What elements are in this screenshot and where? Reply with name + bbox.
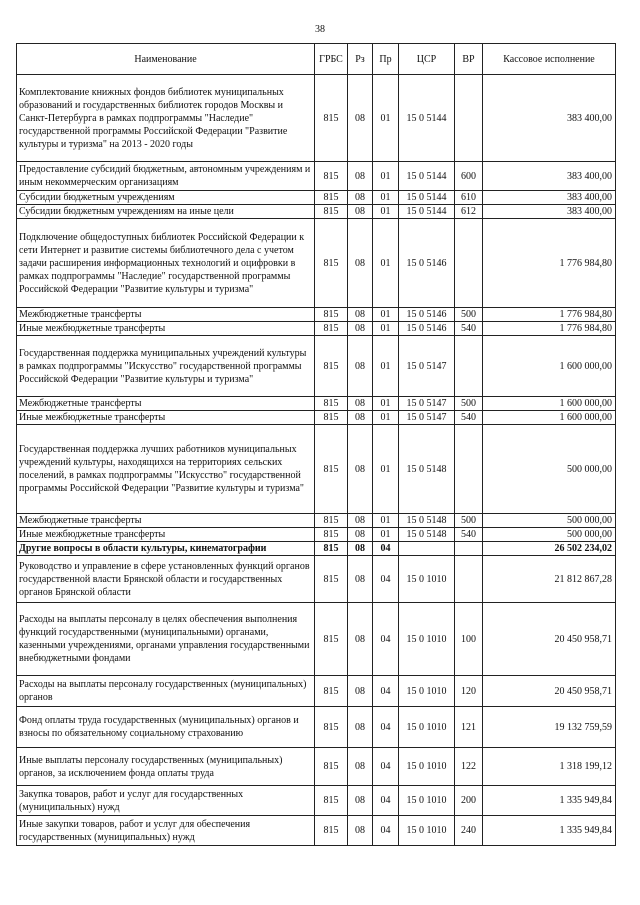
cell-pr: 01	[373, 322, 399, 336]
cell-name: Субсидии бюджетным учреждениям на иные цели	[17, 205, 315, 219]
cell-csr: 15 0 5147	[399, 411, 455, 425]
cell-pr: 01	[373, 308, 399, 322]
cell-grbs: 815	[315, 528, 348, 542]
cell-amount: 1 776 984,80	[483, 308, 616, 322]
cell-vr: 600	[455, 162, 483, 191]
cell-name: Государственная поддержка лучших работников муниципальных учреждений культуры, находящихся на территориях сельских поселений, в рамках подпрограммы "Искусство" государственной программы Российской Федерации "Развитие культуры и туризма"	[17, 425, 315, 514]
cell-pr: 01	[373, 191, 399, 205]
cell-rz: 08	[348, 336, 373, 397]
cell-vr: 120	[455, 676, 483, 707]
cell-csr: 15 0 5144	[399, 191, 455, 205]
cell-grbs: 815	[315, 397, 348, 411]
cell-amount: 1 600 000,00	[483, 411, 616, 425]
cell-csr: 15 0 1010	[399, 556, 455, 603]
cell-pr: 01	[373, 75, 399, 162]
cell-grbs: 815	[315, 191, 348, 205]
cell-name: Иные выплаты персоналу государственных (муниципальных) органов, за исключением фонда оплаты труда	[17, 748, 315, 786]
cell-vr: 612	[455, 205, 483, 219]
cell-name: Иные межбюджетные трансферты	[17, 322, 315, 336]
cell-csr: 15 0 5148	[399, 528, 455, 542]
cell-name: Государственная поддержка муниципальных учреждений культуры в рамках подпрограммы "Искусство" государственной программы Российской Федерации "Развитие культуры и туризма"	[17, 336, 315, 397]
cell-amount: 1 776 984,80	[483, 322, 616, 336]
cell-rz: 08	[348, 556, 373, 603]
cell-grbs: 815	[315, 707, 348, 748]
cell-vr: 500	[455, 308, 483, 322]
cell-amount: 1 776 984,80	[483, 219, 616, 308]
header-csr: ЦСР	[399, 44, 455, 75]
cell-rz: 08	[348, 308, 373, 322]
cell-grbs: 815	[315, 542, 348, 556]
cell-pr: 04	[373, 556, 399, 603]
cell-amount: 1 335 949,84	[483, 786, 616, 816]
cell-csr: 15 0 5146	[399, 308, 455, 322]
table-row	[17, 322, 616, 336]
cell-grbs: 815	[315, 308, 348, 322]
cell-amount: 383 400,00	[483, 162, 616, 191]
table-row	[17, 786, 616, 816]
cell-rz: 08	[348, 786, 373, 816]
cell-vr: 540	[455, 528, 483, 542]
cell-rz: 08	[348, 397, 373, 411]
cell-rz: 08	[348, 816, 373, 846]
cell-grbs: 815	[315, 603, 348, 676]
cell-vr	[455, 219, 483, 308]
cell-grbs: 815	[315, 748, 348, 786]
cell-vr: 540	[455, 411, 483, 425]
cell-csr: 15 0 1010	[399, 707, 455, 748]
cell-name: Расходы на выплаты персоналу в целях обеспечения выполнения функций государственными (муниципальными) органами, казенными учреждениями, органами управления государственными внебюджетными фондами	[17, 603, 315, 676]
cell-csr: 15 0 1010	[399, 676, 455, 707]
cell-csr: 15 0 5144	[399, 205, 455, 219]
table-row	[17, 397, 616, 411]
cell-rz: 08	[348, 219, 373, 308]
cell-grbs: 815	[315, 205, 348, 219]
cell-grbs: 815	[315, 514, 348, 528]
cell-grbs: 815	[315, 556, 348, 603]
cell-grbs: 815	[315, 75, 348, 162]
cell-rz: 08	[348, 322, 373, 336]
cell-pr: 01	[373, 162, 399, 191]
cell-vr: 500	[455, 514, 483, 528]
cell-name: Иные межбюджетные трансферты	[17, 411, 315, 425]
cell-name: Подключение общедоступных библиотек Российской Федерации к сети Интернет и развитие системы библиотечного дела с учетом задачи расширения информационных технологий и оцифровки в рамках подпрограммы "Наследие" государственной программы Российской Федерации "Развитие культуры и туризма"	[17, 219, 315, 308]
cell-vr: 500	[455, 397, 483, 411]
cell-name: Закупка товаров, работ и услуг для государственных (муниципальных) нужд	[17, 786, 315, 816]
cell-grbs: 815	[315, 411, 348, 425]
cell-rz: 08	[348, 748, 373, 786]
cell-grbs: 815	[315, 425, 348, 514]
table-row	[17, 514, 616, 528]
cell-csr	[399, 542, 455, 556]
table-row	[17, 191, 616, 205]
cell-csr: 15 0 1010	[399, 748, 455, 786]
table-row	[17, 336, 616, 397]
header-vr: ВР	[455, 44, 483, 75]
cell-name: Предоставление субсидий бюджетным, автономным учреждениям и иным некоммерческим организациям	[17, 162, 315, 191]
cell-amount: 21 812 867,28	[483, 556, 616, 603]
header-grbs: ГРБС	[315, 44, 348, 75]
cell-amount: 500 000,00	[483, 514, 616, 528]
table-row	[17, 308, 616, 322]
cell-csr: 15 0 5146	[399, 322, 455, 336]
cell-grbs: 815	[315, 219, 348, 308]
table-row	[17, 556, 616, 603]
page-number: 38	[315, 24, 325, 35]
cell-csr: 15 0 1010	[399, 603, 455, 676]
cell-name: Расходы на выплаты персоналу государственных (муниципальных) органов	[17, 676, 315, 707]
cell-rz: 08	[348, 528, 373, 542]
cell-name: Субсидии бюджетным учреждениям	[17, 191, 315, 205]
header-rz: Рз	[348, 44, 373, 75]
cell-vr: 240	[455, 816, 483, 846]
cell-vr	[455, 542, 483, 556]
cell-csr: 15 0 1010	[399, 786, 455, 816]
cell-amount: 500 000,00	[483, 425, 616, 514]
cell-amount: 19 132 759,59	[483, 707, 616, 748]
cell-rz: 08	[348, 514, 373, 528]
cell-vr: 610	[455, 191, 483, 205]
cell-amount: 383 400,00	[483, 205, 616, 219]
cell-pr: 01	[373, 528, 399, 542]
cell-pr: 04	[373, 676, 399, 707]
cell-amount: 1 600 000,00	[483, 397, 616, 411]
table-row	[17, 707, 616, 748]
cell-grbs: 815	[315, 336, 348, 397]
cell-grbs: 815	[315, 676, 348, 707]
cell-pr: 01	[373, 411, 399, 425]
cell-csr: 15 0 5146	[399, 219, 455, 308]
cell-csr: 15 0 5147	[399, 397, 455, 411]
cell-rz: 08	[348, 75, 373, 162]
cell-csr: 15 0 1010	[399, 816, 455, 846]
cell-pr: 04	[373, 542, 399, 556]
cell-pr: 04	[373, 748, 399, 786]
cell-pr: 04	[373, 816, 399, 846]
cell-amount: 1 600 000,00	[483, 336, 616, 397]
header-amount: Кассовое исполнение	[483, 44, 616, 75]
header-name: Наименование	[17, 44, 315, 75]
cell-name: Другие вопросы в области культуры, кинематографии	[17, 542, 315, 556]
cell-rz: 08	[348, 603, 373, 676]
cell-vr	[455, 425, 483, 514]
cell-amount: 1 318 199,12	[483, 748, 616, 786]
cell-vr: 200	[455, 786, 483, 816]
table-row	[17, 676, 616, 707]
cell-pr: 01	[373, 336, 399, 397]
table-row	[17, 219, 616, 308]
cell-vr: 122	[455, 748, 483, 786]
cell-vr: 100	[455, 603, 483, 676]
cell-rz: 08	[348, 676, 373, 707]
cell-rz: 08	[348, 542, 373, 556]
cell-csr: 15 0 5144	[399, 162, 455, 191]
table-row	[17, 748, 616, 786]
cell-grbs: 815	[315, 322, 348, 336]
cell-name: Комплектование книжных фондов библиотек муниципальных образований и государственных библиотек городов Москвы и Санкт-Петербурга в рамках подпрограммы "Наследие" государственной программы Российской Федерации "Развитие культуры и туризма" на 2013 - 2020 годы	[17, 75, 315, 162]
cell-name: Межбюджетные трансферты	[17, 514, 315, 528]
cell-vr: 540	[455, 322, 483, 336]
cell-rz: 08	[348, 707, 373, 748]
table-row	[17, 205, 616, 219]
table-header-row	[17, 44, 616, 75]
cell-amount: 500 000,00	[483, 528, 616, 542]
cell-csr: 15 0 5148	[399, 514, 455, 528]
cell-pr: 01	[373, 205, 399, 219]
cell-rz: 08	[348, 191, 373, 205]
cell-name: Иные закупки товаров, работ и услуг для обеспечения государственных (муниципальных) нужд	[17, 816, 315, 846]
table-row	[17, 603, 616, 676]
cell-amount: 383 400,00	[483, 75, 616, 162]
cell-amount: 20 450 958,71	[483, 676, 616, 707]
cell-amount: 1 335 949,84	[483, 816, 616, 846]
cell-csr: 15 0 5144	[399, 75, 455, 162]
table-row	[17, 425, 616, 514]
table-row	[17, 528, 616, 542]
table-row	[17, 816, 616, 846]
cell-pr: 01	[373, 514, 399, 528]
cell-name: Руководство и управление в сфере установленных функций органов государственной власти Брянской области и государственных органов Брянской области	[17, 556, 315, 603]
cell-grbs: 815	[315, 786, 348, 816]
cell-pr: 01	[373, 219, 399, 308]
cell-rz: 08	[348, 162, 373, 191]
budget-table	[16, 43, 616, 846]
cell-pr: 04	[373, 603, 399, 676]
cell-vr	[455, 75, 483, 162]
cell-vr: 121	[455, 707, 483, 748]
cell-amount: 383 400,00	[483, 191, 616, 205]
cell-pr: 01	[373, 397, 399, 411]
cell-rz: 08	[348, 411, 373, 425]
cell-amount: 20 450 958,71	[483, 603, 616, 676]
cell-name: Межбюджетные трансферты	[17, 397, 315, 411]
table-row	[17, 542, 616, 556]
cell-pr: 04	[373, 707, 399, 748]
table-row	[17, 75, 616, 162]
table-row	[17, 411, 616, 425]
cell-amount: 26 502 234,02	[483, 542, 616, 556]
cell-vr	[455, 336, 483, 397]
cell-name: Межбюджетные трансферты	[17, 308, 315, 322]
cell-name: Иные межбюджетные трансферты	[17, 528, 315, 542]
cell-rz: 08	[348, 425, 373, 514]
cell-rz: 08	[348, 205, 373, 219]
table-row	[17, 162, 616, 191]
cell-grbs: 815	[315, 816, 348, 846]
cell-csr: 15 0 5147	[399, 336, 455, 397]
cell-pr: 04	[373, 786, 399, 816]
cell-vr	[455, 556, 483, 603]
cell-grbs: 815	[315, 162, 348, 191]
cell-pr: 01	[373, 425, 399, 514]
header-pr: Пр	[373, 44, 399, 75]
cell-csr: 15 0 5148	[399, 425, 455, 514]
cell-name: Фонд оплаты труда государственных (муниципальных) органов и взносы по обязательному социальному страхованию	[17, 707, 315, 748]
